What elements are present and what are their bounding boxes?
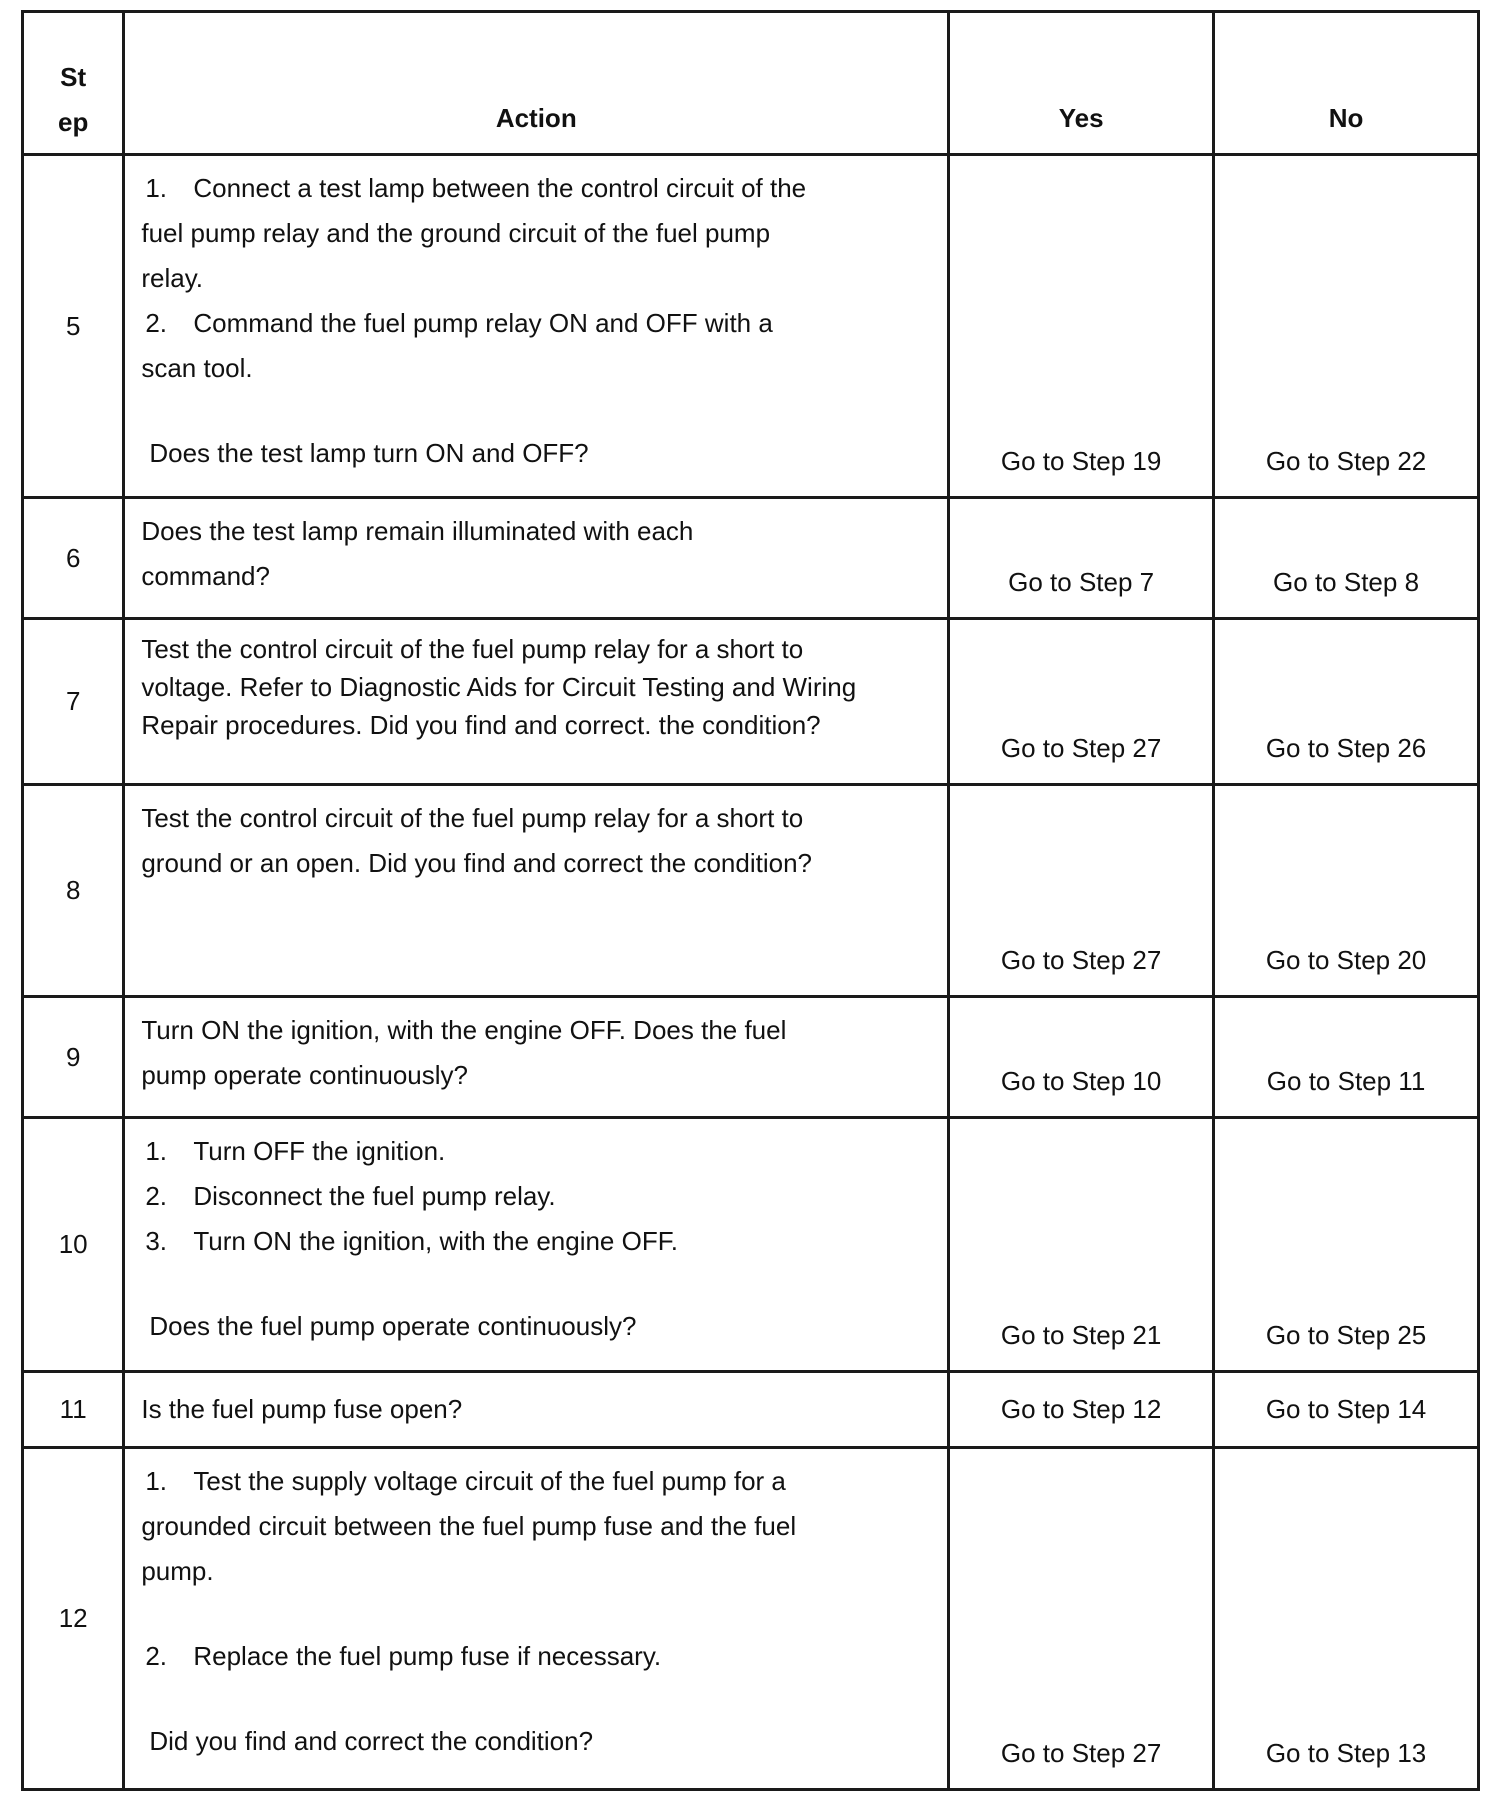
item-text: Turn OFF the ignition.: [193, 1136, 446, 1166]
step-number: 7: [23, 619, 124, 785]
list-item: [141, 1459, 927, 1504]
item-continuation: grounded circuit between the fuel pump fuse and the fuel: [141, 1511, 797, 1541]
item-text: Replace the fuel pump fuse if necessary.: [193, 1641, 662, 1671]
action-line: Turn ON the ignition, with the engine OFF. Does the fuel: [141, 1015, 787, 1045]
yes-cell: Go to Step 27: [949, 619, 1214, 785]
table-row: [23, 997, 1479, 1118]
yes-cell: Go to Step 12: [949, 1372, 1214, 1448]
action-line: ground or an open. Did you find and correct the condition?: [141, 848, 813, 878]
item-number: 2.: [145, 308, 168, 338]
table-row: [23, 498, 1479, 619]
list-item: [141, 1129, 927, 1174]
item-continuation: fuel pump relay and the ground circuit of the fuel pump: [141, 218, 771, 248]
step-number: 11: [23, 1372, 124, 1448]
table-header-row: [23, 12, 1479, 155]
action-cell: [124, 498, 949, 619]
no-cell: Go to Step 11: [1214, 997, 1479, 1118]
table-row: [23, 155, 1479, 498]
item-text: Command the fuel pump relay ON and OFF with a: [193, 308, 773, 338]
header-step: [23, 12, 124, 155]
action-cell: [124, 785, 949, 997]
action-cell: [124, 619, 949, 785]
yes-cell: Go to Step 10: [949, 997, 1214, 1118]
table-row: [23, 1118, 1479, 1372]
no-cell: Go to Step 8: [1214, 498, 1479, 619]
table-row: [23, 1448, 1479, 1790]
table-row: [23, 1372, 1479, 1448]
table-row: [23, 785, 1479, 997]
action-cell: [124, 1118, 949, 1372]
step-number: 8: [23, 785, 124, 997]
item-number: 1.: [145, 1466, 168, 1496]
item-continuation: pump.: [141, 1556, 214, 1586]
table-row: [23, 619, 1479, 785]
no-cell: Go to Step 13: [1214, 1448, 1479, 1790]
yes-cell: Go to Step 19: [949, 155, 1214, 498]
action-question: Does the test lamp turn ON and OFF?: [149, 438, 589, 468]
yes-cell: Go to Step 21: [949, 1118, 1214, 1372]
action-cell: [124, 155, 949, 498]
action-question: Did you find and correct the condition?: [149, 1726, 594, 1756]
no-cell: Go to Step 25: [1214, 1118, 1479, 1372]
no-cell: Go to Step 14: [1214, 1372, 1479, 1448]
list-item: [141, 1219, 927, 1264]
item-number: 1.: [145, 173, 168, 203]
no-cell: Go to Step 26: [1214, 619, 1479, 785]
header-yes: Yes: [949, 12, 1214, 155]
step-number: 10: [23, 1118, 124, 1372]
action-line: pump operate continuously?: [141, 1060, 469, 1090]
item-text: Connect a test lamp between the control circuit of the: [193, 173, 807, 203]
header-step-line2: ep: [58, 107, 89, 137]
action-line: Does the test lamp remain illuminated with each: [141, 516, 694, 546]
item-number: 2.: [145, 1181, 168, 1211]
header-no: No: [1214, 12, 1479, 155]
no-cell: Go to Step 20: [1214, 785, 1479, 997]
action-line: command?: [141, 561, 270, 591]
list-item: [141, 166, 927, 211]
action-line: Test the control circuit of the fuel pump relay for a short to: [141, 634, 804, 664]
item-continuation: relay.: [141, 263, 203, 293]
yes-cell: Go to Step 27: [949, 785, 1214, 997]
step-number: 9: [23, 997, 124, 1118]
header-action: Action: [124, 12, 949, 155]
action-line: Test the control circuit of the fuel pump relay for a short to: [141, 803, 804, 833]
list-item: [141, 301, 927, 346]
action-line: Is the fuel pump fuse open?: [141, 1394, 463, 1424]
item-text: Disconnect the fuel pump relay.: [193, 1181, 556, 1211]
action-cell: [124, 1372, 949, 1448]
diagnostic-table: [21, 10, 1480, 1791]
step-number: 5: [23, 155, 124, 498]
item-text: Turn ON the ignition, with the engine OFF.: [193, 1226, 678, 1256]
action-cell: [124, 997, 949, 1118]
list-item: [141, 1634, 927, 1679]
action-line: Repair procedures. Did you find and correct. the condition?: [141, 710, 821, 740]
item-continuation: scan tool.: [141, 353, 253, 383]
item-number: 2.: [145, 1641, 168, 1671]
action-line: voltage. Refer to Diagnostic Aids for Circuit Testing and Wiring: [141, 672, 857, 702]
action-question: Does the fuel pump operate continuously?: [149, 1311, 637, 1341]
no-cell: Go to Step 22: [1214, 155, 1479, 498]
yes-cell: Go to Step 27: [949, 1448, 1214, 1790]
list-item: [141, 1174, 927, 1219]
action-cell: [124, 1448, 949, 1790]
item-number: 1.: [145, 1136, 168, 1166]
item-number: 3.: [145, 1226, 168, 1256]
header-step-line1: St: [60, 62, 87, 92]
yes-cell: Go to Step 7: [949, 498, 1214, 619]
step-number: 6: [23, 498, 124, 619]
item-text: Test the supply voltage circuit of the fuel pump for a: [193, 1466, 786, 1496]
step-number: 12: [23, 1448, 124, 1790]
